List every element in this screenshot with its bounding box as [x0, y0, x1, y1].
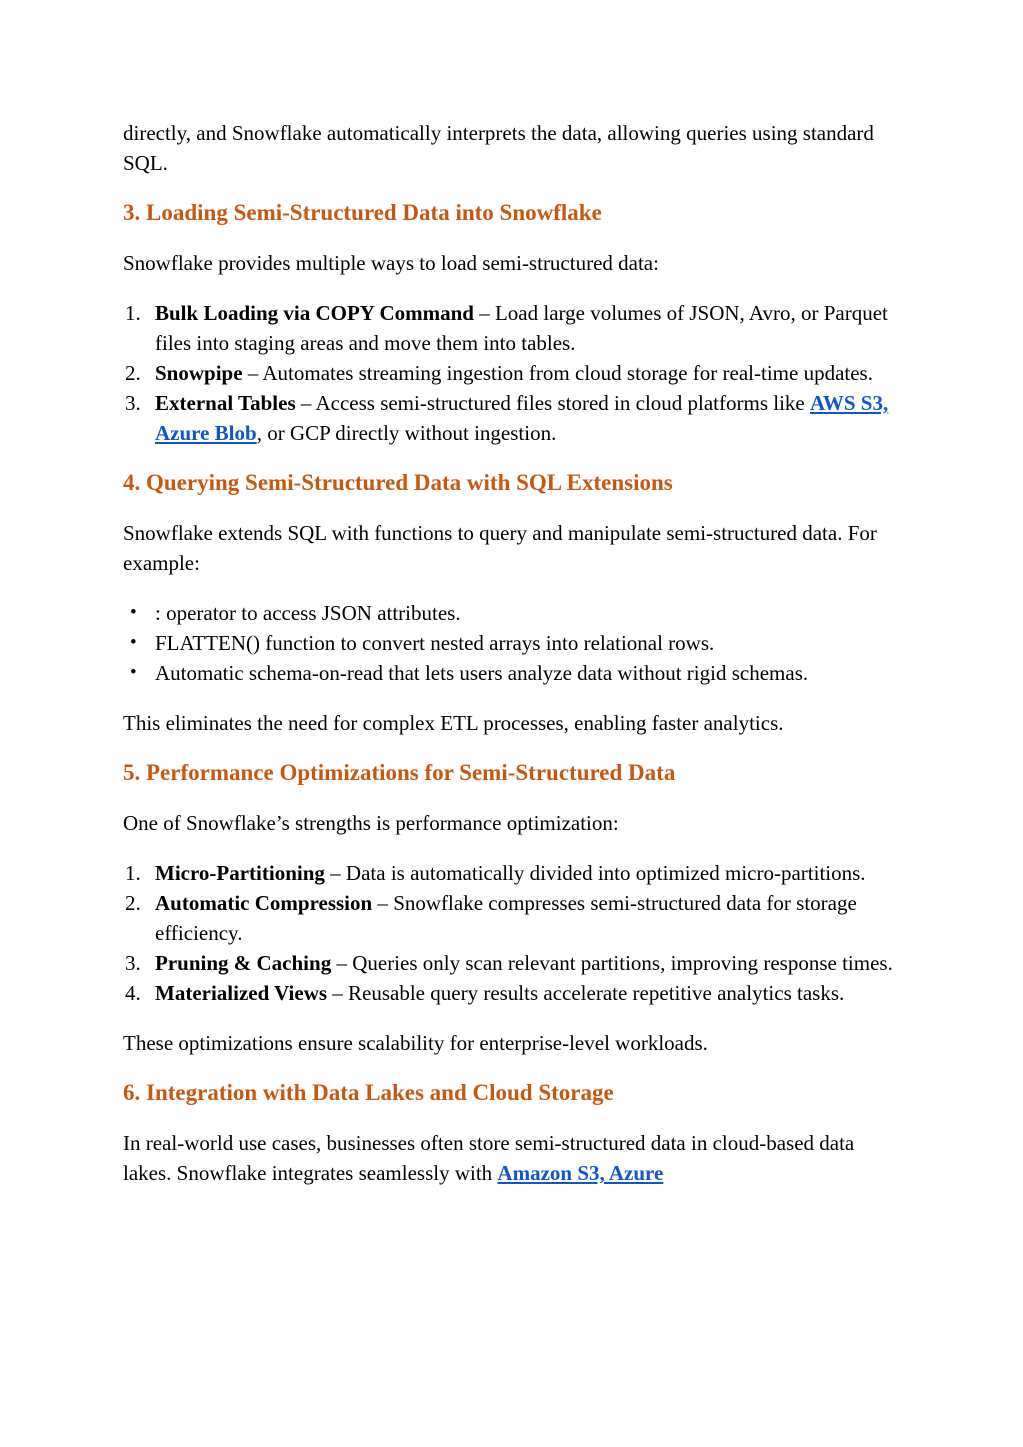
term-bold: Bulk Loading via COPY Command: [155, 301, 474, 325]
list-item-text: : operator to access JSON attributes.: [155, 601, 461, 625]
list-item: [123, 628, 903, 658]
sql-extensions-list: [123, 598, 903, 688]
section-heading-loading: 3. Loading Semi-Structured Data into Snowflake: [123, 200, 602, 225]
list-number: 1.: [125, 301, 141, 325]
list-item-text: FLATTEN() function to convert nested arrays into relational rows.: [155, 631, 715, 655]
section-lead-with-link: [123, 1128, 903, 1188]
section-lead: Snowflake extends SQL with functions to query and manipulate semi-structured data. For example:: [123, 521, 877, 575]
bullet-icon: •: [130, 662, 137, 683]
list-item: [123, 298, 903, 358]
term-bold: Micro-Partitioning: [155, 861, 325, 885]
section-lead: One of Snowflake’s strengths is performance optimization:: [123, 811, 619, 835]
list-item-text: [155, 978, 903, 1008]
loading-methods-list: [123, 298, 903, 448]
list-item: [123, 658, 903, 688]
list-item-text: [155, 388, 903, 448]
term-bold: Pruning & Caching: [155, 951, 332, 975]
list-item-text: [155, 948, 903, 978]
term-description: – Load large volumes of JSON, Avro, or Parquet files into staging areas and move them into tables.: [155, 301, 888, 355]
section-heading-performance: 5. Performance Optimizations for Semi-Structured Data: [123, 760, 676, 785]
list-item: [123, 598, 903, 628]
section-lead: Snowflake provides multiple ways to load semi-structured data:: [123, 251, 659, 275]
section-outro: This eliminates the need for complex ETL processes, enabling faster analytics.: [123, 711, 784, 735]
list-item: [123, 388, 903, 448]
list-item-text: [155, 358, 903, 388]
term-description: – Automates streaming ingestion from cloud storage for real-time updates.: [242, 361, 873, 385]
list-number: 3.: [125, 391, 141, 415]
bullet-icon: •: [130, 602, 137, 623]
list-item-text: [155, 858, 903, 888]
section-heading-integration: 6. Integration with Data Lakes and Cloud Storage: [123, 1080, 614, 1105]
list-item: [123, 858, 903, 888]
list-number: 3.: [125, 951, 141, 975]
link-amazon-s3-azure[interactable]: Amazon S3, Azure: [497, 1161, 664, 1185]
list-item: [123, 978, 903, 1008]
term-bold: Snowpipe: [155, 361, 243, 385]
section-heading-querying: 4. Querying Semi-Structured Data with SQL Extensions: [123, 470, 673, 495]
intro-paragraph: directly, and Snowflake automatically interprets the data, allowing queries using standard SQL.: [123, 121, 874, 175]
list-number: 2.: [125, 361, 141, 385]
list-number: 2.: [125, 891, 141, 915]
optimizations-list: [123, 858, 903, 1008]
term-description: – Access semi-structured files stored in cloud platforms like: [295, 391, 811, 415]
term-description-tail: , or GCP directly without ingestion.: [256, 421, 557, 445]
bullet-icon: •: [130, 632, 137, 653]
term-bold: External Tables: [155, 391, 296, 415]
link-aws-s3-azure-blob[interactable]: AWS S3, Azure Blob: [155, 391, 889, 445]
term-description: – Queries only scan relevant partitions, improving response times.: [331, 951, 893, 975]
section-outro: These optimizations ensure scalability for enterprise-level workloads.: [123, 1031, 708, 1055]
term-description: – Data is automatically divided into optimized micro-partitions.: [324, 861, 866, 885]
term-bold: Materialized Views: [155, 981, 328, 1005]
paragraph-text: In real-world use cases, businesses often store semi-structured data in cloud-based data lakes. Snowflake integrates seamlessly with: [123, 1131, 855, 1185]
list-item-text: [155, 888, 903, 948]
list-item: [123, 948, 903, 978]
term-bold: Automatic Compression: [155, 891, 373, 915]
list-number: 4.: [125, 981, 141, 1005]
list-item: [123, 358, 903, 388]
list-item-text: [155, 298, 903, 358]
list-number: 1.: [125, 861, 141, 885]
term-description: – Reusable query results accelerate repetitive analytics tasks.: [327, 981, 845, 1005]
term-description: – Snowflake compresses semi-structured data for storage efficiency.: [155, 891, 857, 945]
list-item-text: Automatic schema-on-read that lets users analyze data without rigid schemas.: [155, 661, 809, 685]
list-item: [123, 888, 903, 948]
